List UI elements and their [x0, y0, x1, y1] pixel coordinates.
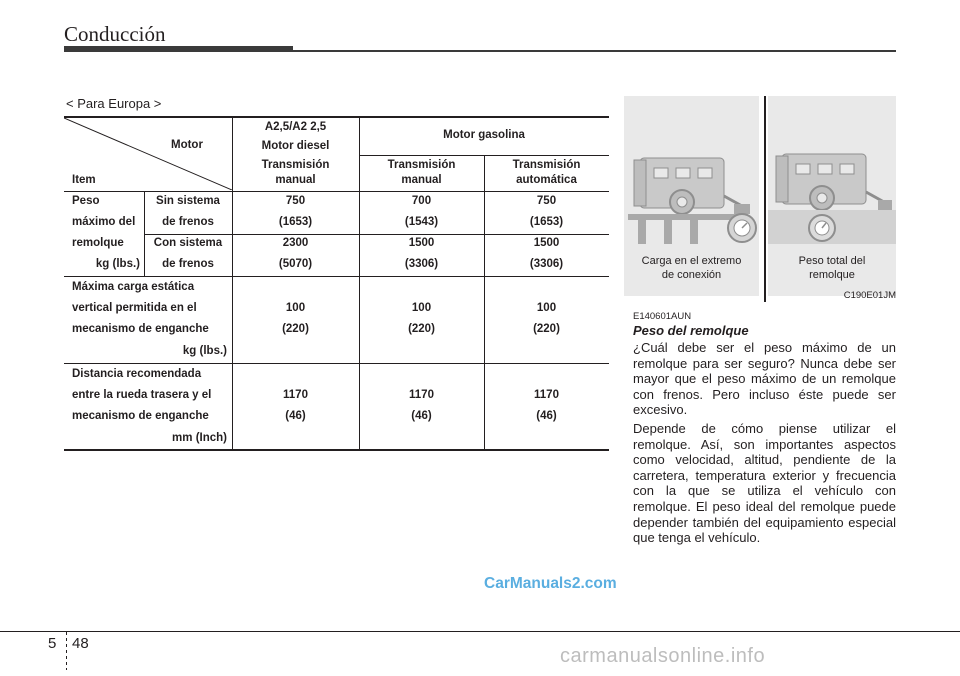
- paragraph-1: ¿Cuál debe ser el peso máximo de un remolque para ser seguro? Nunca debe ser mayor que el peso máximo de un remolque con frenos. Pero incluso éste puede ser excesivo.: [633, 340, 896, 418]
- caption-total-weight: Peso total del remolque: [798, 255, 866, 281]
- table-cell: 1170 (46): [534, 389, 559, 422]
- transmission-header: Transmisión manual: [387, 159, 456, 186]
- figure-divider: [764, 96, 766, 302]
- diesel-engine-code: A2,5/A2 2,5: [264, 121, 327, 133]
- total-weight-panel: [768, 96, 896, 296]
- figure-code: C190E01JM: [843, 290, 896, 301]
- chapter-title: Conducción: [64, 22, 166, 46]
- subrow-label-con-frenos: Con sistema de frenos: [153, 237, 223, 270]
- transmission-header: Transmisión manual: [261, 159, 330, 186]
- row-label-peso: Peso máximo del remolque: [72, 195, 136, 249]
- header-rule: [293, 50, 896, 52]
- table-cell: 100 (220): [533, 302, 560, 335]
- footer-rule: [0, 631, 960, 632]
- row-divider: [144, 234, 609, 235]
- table-cell: 100 (220): [282, 302, 309, 335]
- trailer-tongue-scale-illustration: [624, 96, 759, 246]
- row-divider: [64, 191, 609, 192]
- header-motor-label: Motor: [171, 139, 203, 151]
- gasoline-engine-label: Motor gasolina: [443, 129, 525, 141]
- trailer-weight-figure: [624, 96, 896, 306]
- table-bottom-rule: [64, 449, 609, 451]
- trailer-total-scale-illustration: [768, 96, 896, 246]
- row-unit-carga: kg (lbs.): [182, 345, 227, 357]
- table-cell: 1500 (3306): [404, 237, 439, 270]
- chapter-number: 5: [48, 635, 57, 652]
- footer-separator: [66, 632, 67, 670]
- trailer-spec-table: [64, 116, 609, 452]
- table-cell: 2300 (5070): [278, 237, 313, 270]
- row-unit-distancia: mm (Inch): [172, 432, 227, 444]
- row-unit-peso: kg (lbs.): [95, 258, 140, 270]
- table-cell: 750 (1653): [529, 195, 564, 228]
- table-cell: 1170 (46): [283, 389, 308, 422]
- row-divider: [64, 276, 609, 277]
- diesel-engine-label: Motor diesel: [261, 140, 330, 152]
- section-code: E140601AUN: [633, 311, 692, 322]
- row-divider: [359, 155, 609, 156]
- table-cell: 100 (220): [408, 302, 435, 335]
- tongue-load-panel: [624, 96, 759, 296]
- watermark-text: CarManuals2.com: [484, 575, 617, 592]
- paragraph-2: Depende de cómo piense utilizar el remolque. Así, son importantes aspectos como velocidad, altitud, pendiente de la carretera, temperatura exterior y frecuencia con la que se utiliza el vehículo con remolque. El peso ideal del remolque puede depender también del equipamiento especial que tenga el vehículo.: [633, 421, 896, 546]
- page-number: 48: [72, 635, 89, 652]
- row-divider: [64, 363, 609, 364]
- table-cell: 1500 (3306): [529, 237, 564, 270]
- section-heading: Peso del remolque: [633, 323, 749, 338]
- subrow-label-sin-frenos: Sin sistema de frenos: [156, 195, 220, 228]
- transmission-header: Transmisión automática: [512, 159, 581, 186]
- footer-watermark: carmanualsonline.info: [560, 645, 766, 667]
- header-bar: [64, 46, 293, 52]
- region-subtitle: < Para Europa >: [66, 96, 162, 111]
- table-cell: 1170 (46): [409, 389, 434, 422]
- row-label-distancia: Distancia recomendada entre la rueda trasera y el mecanismo de enganche: [72, 368, 212, 422]
- header-item-label: Item: [72, 174, 96, 186]
- caption-tongue-load: Carga en el extremo de conexión: [641, 255, 742, 281]
- table-cell: 700 (1543): [404, 195, 439, 228]
- row-label-carga: Máxima carga estática vertical permitida en el mecanismo de enganche: [72, 281, 209, 335]
- table-cell: 750 (1653): [278, 195, 313, 228]
